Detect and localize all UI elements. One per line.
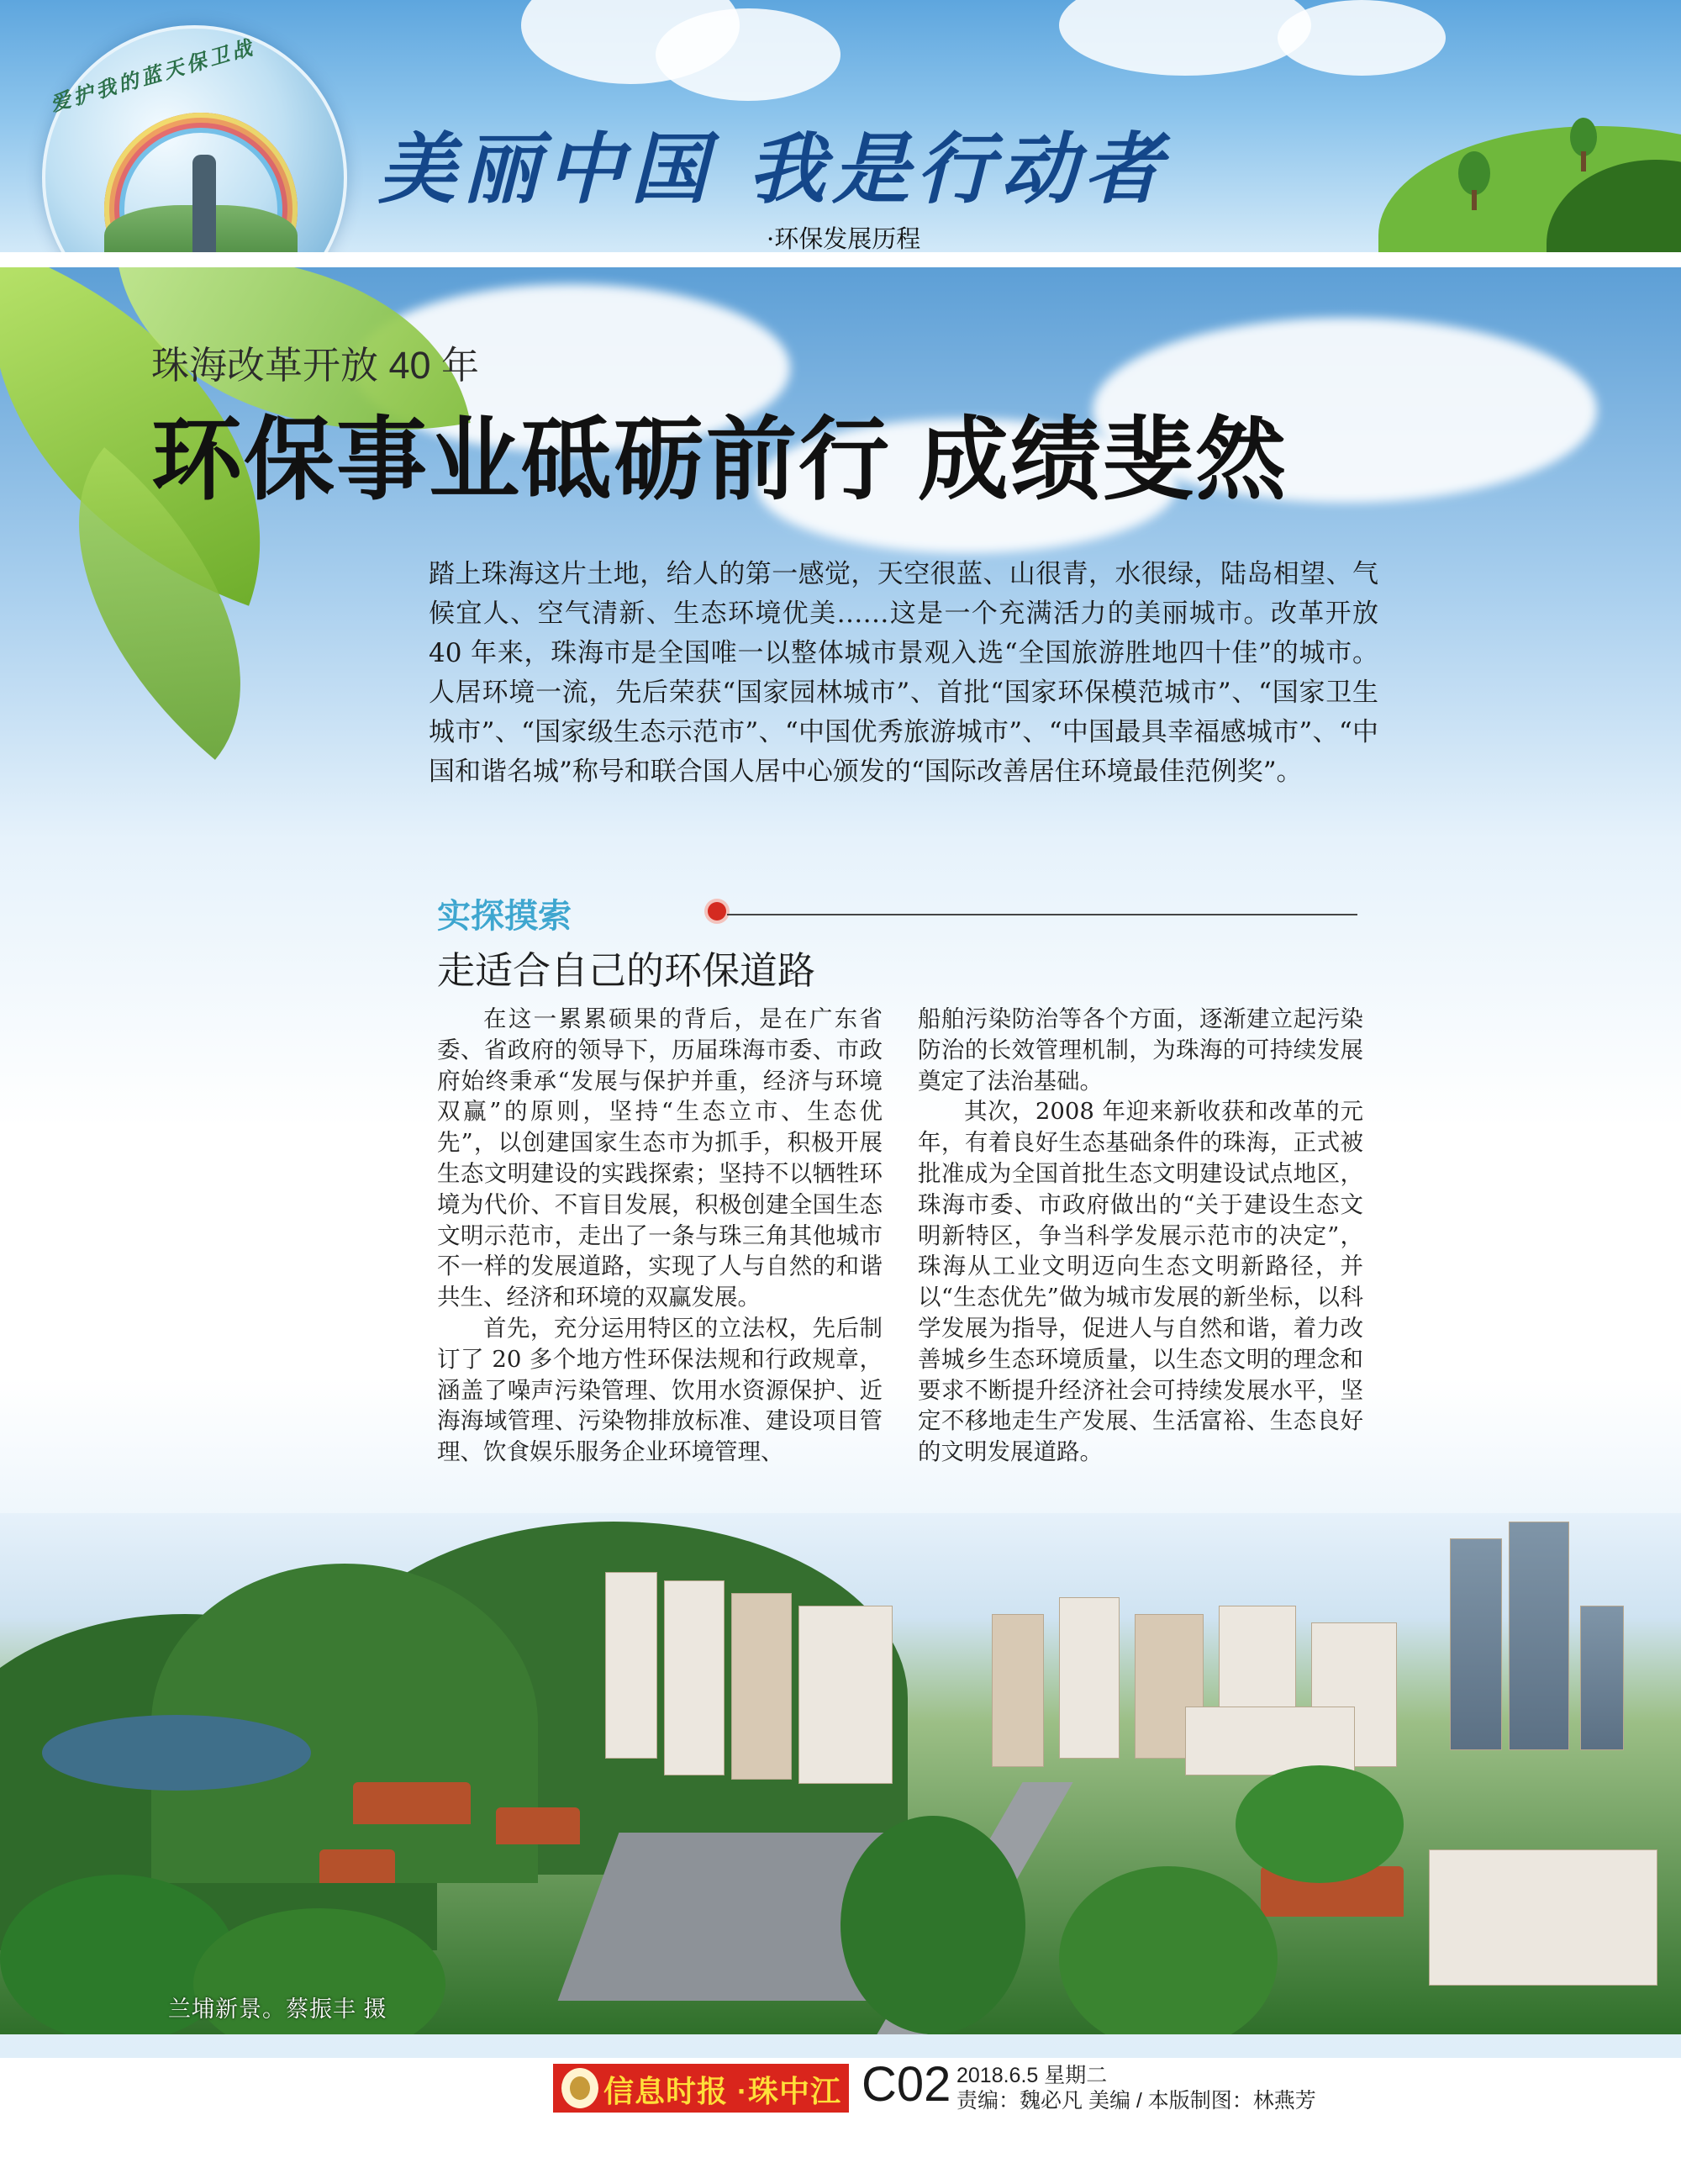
- page-number: C02: [862, 2057, 951, 2112]
- tree-canopy: [840, 1816, 1025, 2034]
- glass-tower: [1580, 1606, 1624, 1750]
- body-column-2: [918, 1004, 1363, 1468]
- body-paragraph: 其次，2008 年迎来新收获和改革的元年，有着良好生态基础条件的珠海，正式被批准成为全国首批生态文明建设试点地区，珠海市委、市政府做出的“关于建设生态文明新特区，争当科学发展示范市的决定”，珠海从工业文明迈向生态文明新路径，并以“生态优先”做为城市发展的新坐标，以科学发展为指导，促进人与自然和谐，着力改善城乡生态环境质量，以生态文明的理念和要求不断提升经济社会可持续发展水平，坚定不移地走生产发展、生活富裕、生态良好的文明发展道路。: [918, 1098, 1363, 1466]
- glass-tower: [1450, 1538, 1502, 1750]
- building: [798, 1606, 893, 1784]
- banner-slogan-arc: 爱护我的蓝天保卫战: [47, 34, 258, 117]
- section-tag: 实探摸索: [437, 898, 572, 935]
- tree-trunk: [1581, 151, 1586, 171]
- glass-tower: [1509, 1522, 1569, 1750]
- tree-icon: [1458, 151, 1490, 195]
- newspaper-emblem-icon: [561, 2068, 598, 2108]
- body-paragraph: 首先，充分运用特区的立法权，先后制订了 20 多个地方性环保法规和行政规章，涵盖了噪声污染管理、饮用水资源保护、近海海域管理、污染物排放标准、建设项目管理、饮食娱乐服务企业环境管理、: [437, 1314, 883, 1466]
- article-headline: 环保事业砥砺前行 成绩斐然: [151, 409, 1288, 510]
- lake: [42, 1715, 311, 1791]
- body-column-1: [437, 1004, 883, 1468]
- section-rule: [727, 914, 1357, 915]
- header-banner: [0, 0, 1681, 252]
- body-paragraph: 在这一累累硕果的背后，是在广东省委、省政府的领导下，历届珠海市委、市政府始终秉承“发展与保护并重，经济与环境双赢”的原则，坚持“生态立市、生态优先”，以创建国家生态市为抓手，积极开展生态文明建设的实践探索；坚持不以牺牲环境为代价、不盲目发展，积极创建全国生态文明示范市，走出了一条与珠三角其他城市不一样的发展道路，实现了人与自然的和谐共生、经济和环境的双赢发展。: [437, 1005, 883, 1311]
- editor-credits: 责编：魏必凡 美编 / 本版制图：林燕芳: [956, 2089, 1316, 2113]
- building: [664, 1580, 725, 1775]
- section-dot-icon: [708, 902, 726, 921]
- banner-subtitle: ·环保发展历程: [767, 224, 921, 252]
- tree-canopy: [1236, 1765, 1404, 1883]
- temple-roof: [319, 1849, 395, 1883]
- tower-illustration: [192, 155, 216, 252]
- section-title: 走适合自己的环保道路: [437, 949, 816, 992]
- issue-date: 2018.6.5 星期二: [956, 2064, 1108, 2087]
- city-photo: [0, 1513, 1681, 2034]
- banner-cloud: [1278, 0, 1446, 76]
- building: [605, 1572, 657, 1759]
- building: [1429, 1849, 1657, 1986]
- tree-trunk: [1472, 190, 1477, 210]
- banner-cloud: [656, 8, 840, 101]
- building: [731, 1593, 792, 1780]
- building: [1059, 1597, 1120, 1759]
- newspaper-logo-text: 信息时报 ·珠中江: [603, 2074, 841, 2108]
- article-kicker: 珠海改革开放 40 年: [151, 344, 480, 387]
- article-lead: 踏上珠海这片土地，给人的第一感觉，天空很蓝、山很青，水很绿，陆岛相望、气候宜人、空气清新、生态环境优美……这是一个充满活力的美丽城市。改革开放 40 年来，珠海市是全国唯一以整体城市景观入选“全国旅游胜地四十佳”的城市。人居环境一流，先后荣获“国家园林城市”、首批“国家环保模范城市”、“国家卫生城市”、“国家级生态示范市”、“中国优秀旅游城市”、“中国最具幸福感城市”、“中国和谐名城”称号和联合国人居中心颁发的“国际改善居住环境最佳范例奖”。: [429, 559, 1378, 787]
- photo-caption: 兰埔新景。蔡振丰 摄: [168, 1997, 387, 2022]
- tree-canopy: [1059, 1866, 1278, 2034]
- temple-roof: [353, 1782, 471, 1824]
- body-paragraph: 船舶污染防治等各个方面，逐渐建立起污染防治的长效管理机制，为珠海的可持续发展奠定了法治基础。: [918, 1005, 1363, 1095]
- building: [992, 1614, 1044, 1767]
- banner-title: 美丽中国 我是行动者: [378, 124, 1169, 214]
- banner-cloud: [1059, 0, 1311, 76]
- temple-roof: [496, 1807, 580, 1844]
